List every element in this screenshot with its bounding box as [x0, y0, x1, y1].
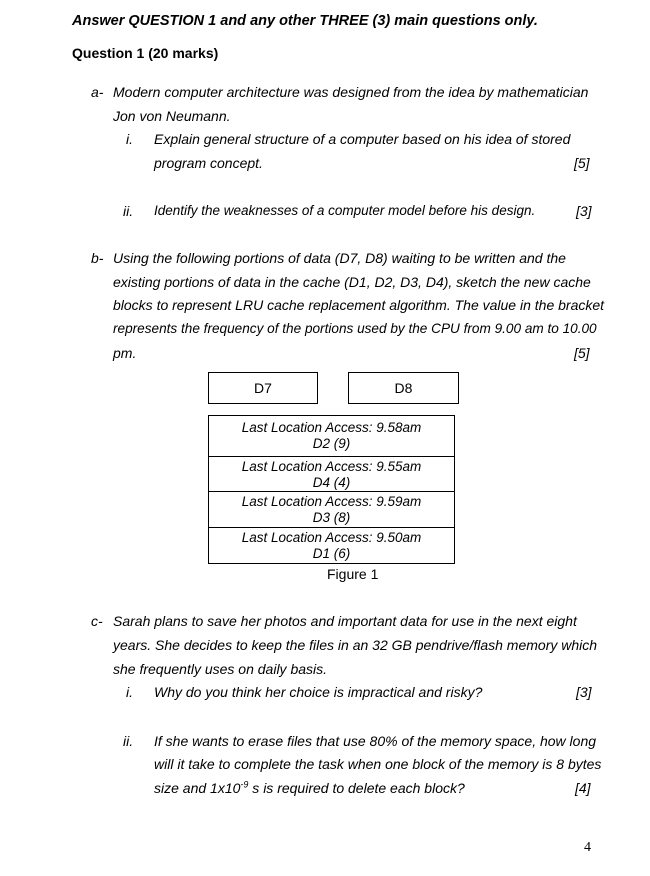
part-c-ii-line2: will it take to complete the task when one block of the memory is 8 bytes	[154, 756, 602, 772]
part-c-text-line3: she frequently uses on daily basis.	[113, 661, 328, 677]
part-c-ii-line3-post: s is required to delete each block?	[248, 780, 465, 796]
cache-block-id: D4 (4)	[312, 475, 351, 490]
part-b-text-line2: existing portions of data in the cache (D1, D2, D3, D4), sketch the new cache	[113, 274, 591, 290]
part-a-text-line2: Jon von Neumann.	[113, 108, 231, 124]
cache-block-id: D1 (6)	[312, 546, 351, 561]
part-a-text-line1: Modern computer architecture was designed from the idea by mathematician	[113, 84, 589, 100]
question-title: Question 1 (20 marks)	[72, 45, 219, 61]
part-c-i-number: i.	[126, 684, 133, 700]
part-a-i-marks: [5]	[574, 155, 590, 171]
part-b-text-line3: blocks to represent LRU cache replacement algorithm. The value in the bracket	[113, 297, 605, 313]
part-c-ii-line3-pre: size and 1x10	[154, 780, 241, 796]
cache-block	[208, 491, 455, 528]
cache-block	[208, 415, 455, 457]
part-a-ii-text: Identify the weaknesses of a computer model before his design.	[154, 203, 536, 218]
exam-instruction: Answer QUESTION 1 and any other THREE (3) main questions only.	[72, 13, 538, 29]
part-a-i-line2: program concept.	[154, 155, 263, 171]
part-a-i-line1: Explain general structure of a computer based on his idea of stored	[154, 131, 571, 147]
cache-access-time: Last Location Access: 9.50am	[241, 530, 422, 545]
part-c-ii-number: ii.	[123, 733, 134, 749]
part-a-ii-marks: [3]	[576, 203, 592, 219]
part-c-i-text: Why do you think her choice is impractical and risky?	[154, 684, 483, 700]
part-a-i-number: i.	[126, 131, 133, 147]
waiting-block-d8: D8	[348, 372, 459, 404]
part-c-label: c-	[91, 613, 103, 629]
cache-access-time: Last Location Access: 9.59am	[241, 494, 422, 509]
part-c-text-line1: Sarah plans to save her photos and important data for use in the next eight	[113, 613, 577, 629]
part-a-ii-number: ii.	[123, 203, 134, 219]
part-b-text-line1: Using the following portions of data (D7, D8) waiting to be written and the	[113, 250, 566, 266]
page-number: 4	[584, 840, 591, 855]
part-b-marks: [5]	[574, 345, 590, 361]
part-c-ii-line3	[154, 776, 465, 800]
cache-block-id: D3 (8)	[312, 510, 351, 525]
cache-access-time: Last Location Access: 9.55am	[241, 459, 422, 474]
figure-caption: Figure 1	[327, 566, 379, 582]
part-b-label: b-	[91, 250, 104, 266]
part-c-ii-exponent: -9	[240, 779, 249, 790]
part-b-text-line4: represents the frequency of the portions used by the CPU from 9.00 am to 10.00	[113, 321, 597, 336]
part-c-ii-marks: [4]	[575, 780, 591, 796]
cache-block	[208, 527, 455, 564]
part-a-label: a-	[91, 84, 104, 100]
cache-block	[208, 456, 455, 492]
part-b-text-line5: pm.	[113, 345, 137, 361]
cache-block-id: D2 (9)	[312, 436, 351, 451]
cache-access-time: Last Location Access: 9.58am	[241, 420, 422, 435]
part-c-text-line2: years. She decides to keep the files in an 32 GB pendrive/flash memory which	[113, 637, 598, 653]
waiting-block-d7: D7	[208, 372, 318, 404]
part-c-ii-line1: If she wants to erase files that use 80% of the memory space, how long	[154, 733, 597, 749]
part-c-i-marks: [3]	[576, 684, 592, 700]
